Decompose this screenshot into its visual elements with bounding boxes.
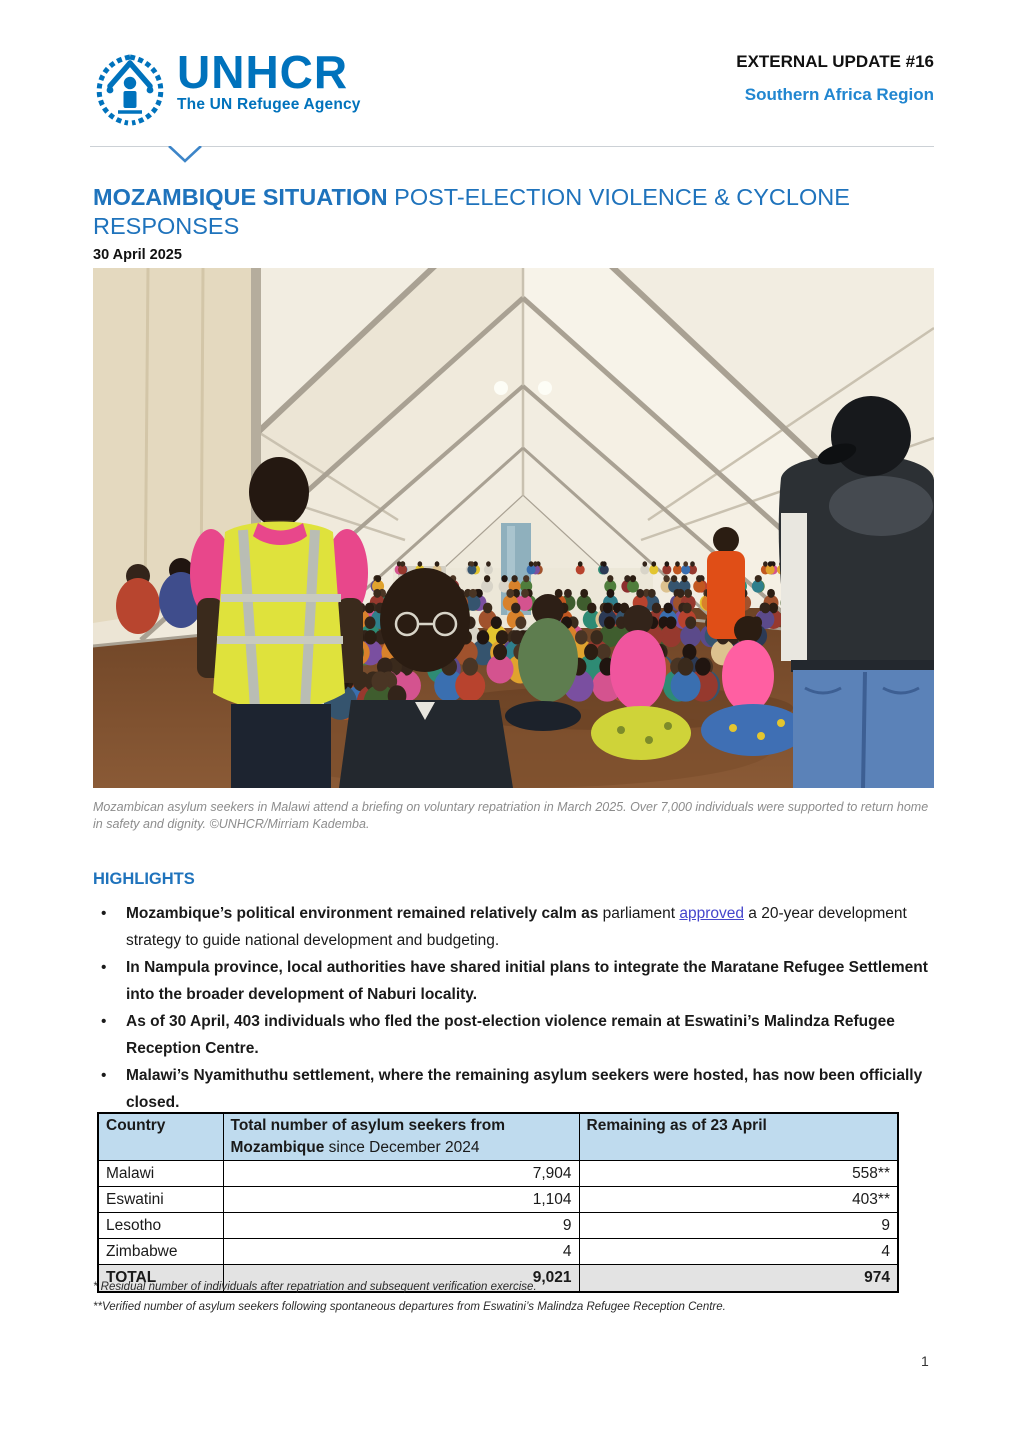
highlights-section (93, 870, 941, 1117)
cell-country: Zimbabwe (98, 1239, 223, 1265)
tent-photo-illustration (93, 268, 934, 788)
highlight-text: parliament (602, 905, 680, 922)
cell-country: Lesotho (98, 1213, 223, 1239)
highlight-bold-text: Malawi’s Nyamithuthu settlement, where the remaining asylum seekers were hosted, has now been officially closed. (126, 1067, 923, 1111)
table-footnotes (93, 1277, 941, 1317)
page-header (93, 46, 934, 126)
table-row (98, 1187, 898, 1213)
page-number: 1 (921, 1353, 929, 1369)
asylum-seekers-table (97, 1112, 899, 1293)
tent-crowd-photo (93, 268, 934, 788)
cell-remaining: 4 (579, 1239, 898, 1265)
cell-total: 7,904 (223, 1161, 579, 1187)
page-title (93, 183, 938, 241)
highlight-bold-text: Mozambique’s political environment remained relatively calm as (126, 905, 603, 922)
cell-total: 1,104 (223, 1187, 579, 1213)
chevron-down-icon (168, 146, 202, 164)
header-divider (90, 146, 934, 147)
unhcr-logo (93, 46, 361, 126)
highlight-item (93, 1063, 941, 1116)
cell-total: 4 (223, 1239, 579, 1265)
external-update-label: EXTERNAL UPDATE #16 (736, 52, 934, 71)
cell-country: Malawi (98, 1161, 223, 1187)
col-header-country: Country (98, 1113, 223, 1161)
cell-remaining-sum: 974 (579, 1265, 898, 1293)
cell-remaining: 558** (579, 1161, 898, 1187)
cell-total: 9 (223, 1213, 579, 1239)
logo-tagline: The UN Refugee Agency (177, 96, 361, 113)
highlight-bold-text: As of 30 April, 403 individuals who fled the post-election violence remain at Eswatini’s Malindza Refugee Reception Centre. (126, 1013, 895, 1057)
col-header-remaining: Remaining as of 23 April (579, 1113, 898, 1161)
logo-wordmark: UNHCR (177, 46, 349, 98)
table-row (98, 1213, 898, 1239)
title-regular: POST-ELECTION VIOLENCE & CYCLONE RESPONSES (93, 184, 850, 239)
table-header-row (98, 1113, 898, 1161)
highlights-list (93, 901, 941, 1116)
col-header-total-bold: Total number of asylum seekers from Mozambique (230, 1117, 505, 1156)
footnote: * Residual number of individuals after repatriation and subsequent verification exercise. (93, 1281, 537, 1293)
photo-caption: Mozambican asylum seekers in Malawi attend a briefing on voluntary repatriation in March 2025. Over 7,000 individuals were supported to return home in safety and dignity. ©UNHCR/Mirriam Kademba. (93, 800, 929, 831)
cell-country: Eswatini (98, 1187, 223, 1213)
highlight-text: a 20-year development strategy to guide national development and budgeting. (126, 905, 907, 949)
unhcr-emblem-icon (93, 50, 167, 126)
cell-remaining: 9 (579, 1213, 898, 1239)
footnote: **Verified number of asylum seekers following spontaneous departures from Eswatini’s Malindza Refugee Reception Centre. (93, 1301, 726, 1313)
highlights-heading: HIGHLIGHTS (93, 870, 195, 888)
highlight-item (93, 955, 941, 1008)
title-bold: MOZAMBIQUE SITUATION (93, 184, 388, 210)
title-block (93, 183, 938, 263)
highlight-item (93, 901, 941, 954)
highlight-bold-text: In Nampula province, local authorities have shared initial plans to integrate the Maratane Refugee Settlement into the broader development of Naburi locality. (126, 959, 928, 1003)
highlight-item (93, 1009, 941, 1062)
cell-remaining: 403** (579, 1187, 898, 1213)
approved-link[interactable]: approved (679, 905, 744, 922)
col-header-total (223, 1113, 579, 1161)
table-row (98, 1239, 898, 1265)
cell-total-label: TOTAL (98, 1265, 223, 1293)
col-header-total-regular: since December 2024 (324, 1139, 480, 1156)
document-date: 30 April 2025 (93, 247, 182, 263)
region-label: Southern Africa Region (744, 85, 934, 104)
table-row (98, 1161, 898, 1187)
cell-total-sum: 9,021 (223, 1265, 579, 1293)
